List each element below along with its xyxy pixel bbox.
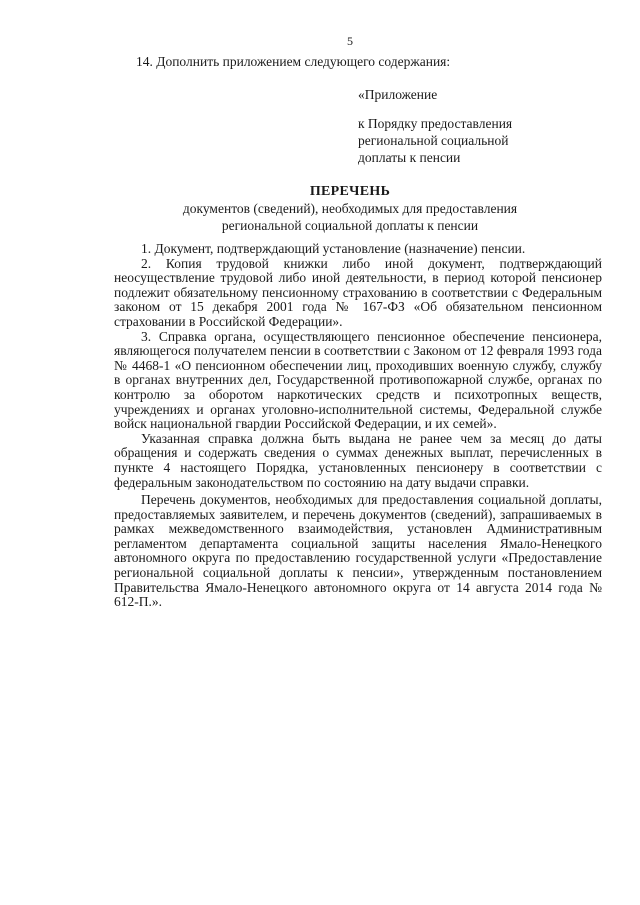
title-subline: документов (сведений), необходимых для предоставления (182, 201, 518, 216)
title-subline: региональной социальной доплаты к пенсии (221, 218, 479, 233)
body-paragraph: Перечень документов, необходимых для предоставления социальной доплаты, предоставляемых заявителем, и перечень документов (сведений), запрашиваемых в рамках межведомственного взаимодействия, установлен Административным регламентом департамента социальной защиты населения Ямало-Ненецкого автономного округа по предоставлению государственной услуги «Предоставление региональной социальной доплаты к пенсии», утвержденным постановлением Правительства Ямало-Ненецкого автономного округа от 14 августа 2014 года № 612-П.». (114, 492, 602, 610)
appendix-gap (358, 103, 512, 115)
list-item: 1. Документ, подтверждающий установление (назначение) пенсии. (141, 241, 526, 256)
list-item: 2. Копия трудовой книжки либо иной документ, подтверждающий неосуществление трудовой либо иной деятельности, в период которой пенсионер подлежит обязательному пенсионному страхованию в соответствии с Федеральным законом от 15 декабря 2001 года № 167-ФЗ «Об обязательном пенсионном страховании в Российской Федерации». (114, 255, 602, 329)
body-paragraph: Указанная справка должна быть выдана не ранее чем за месяц до даты обращения и содержать сведения о суммах денежных выплат, перечисленных в пункте 4 настоящего Порядка, установленных пенсионеру в соответствии с федеральным законодательством по состоянию на дату выдачи справки. (114, 430, 602, 490)
document-body (114, 242, 602, 610)
appendix-header (358, 86, 512, 166)
appendix-ref-line: доплаты к пенсии (358, 150, 461, 165)
appendix-ref-line: региональной социальной (358, 133, 509, 148)
page-number: 5 (347, 34, 353, 48)
document-title (110, 183, 590, 234)
appendix-label: «Приложение (358, 87, 438, 102)
appendix-ref-line: к Порядку предоставления (358, 116, 513, 131)
amendment-intro: 14. Дополнить приложением следующего содержания: (136, 54, 451, 69)
list-item: 3. Справка органа, осуществляющего пенсионное обеспечение пенсионера, являющегося получателем пенсии в соответствии с Законом от 12 февраля 1993 года № 4468-1 «О пенсионном обеспечении лиц, проходивших военную службу, службу в органах внутренних дел, Государственной противопожарной службе, органах по контролю за оборотом наркотических средств и психотропных веществ, учреждениях и органах уголовно-исполнительной системы, Федеральной службе войск национальной гвардии Российской Федерации, и их семей». (114, 328, 602, 432)
title-heading: ПЕРЕЧЕНЬ (309, 184, 391, 199)
